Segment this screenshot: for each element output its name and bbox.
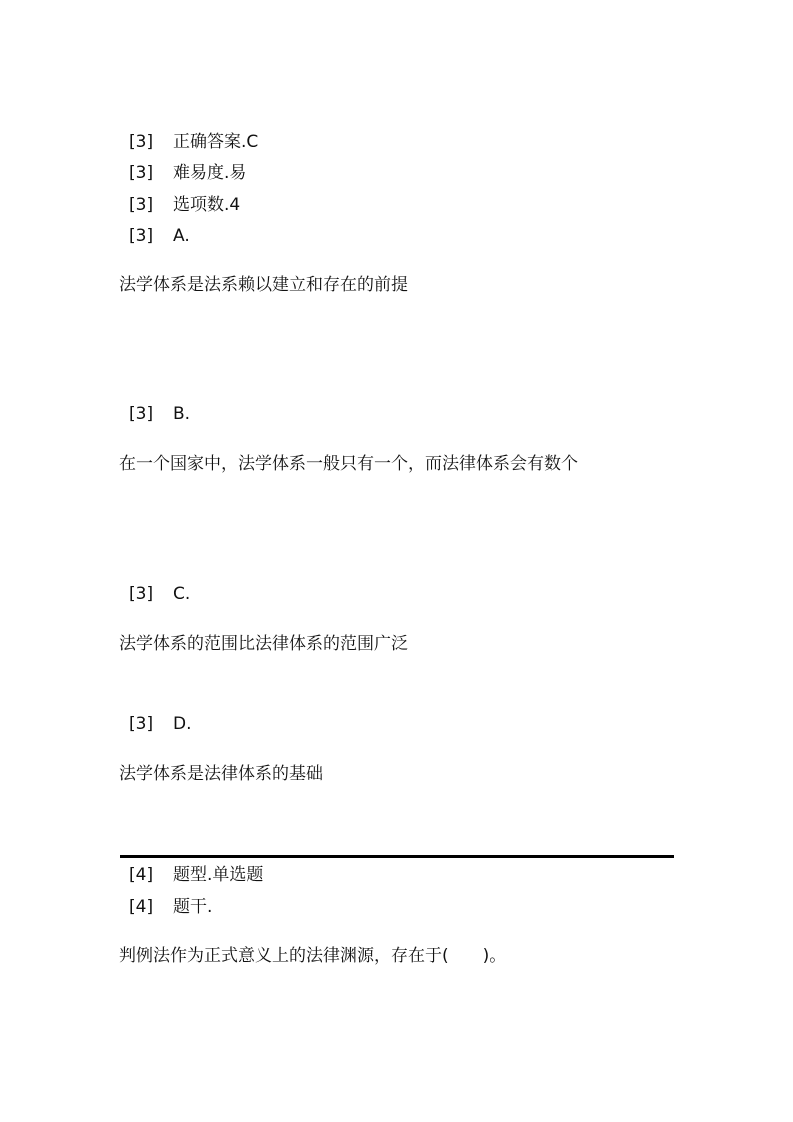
question-tag: [3] [129, 132, 154, 152]
option-count-line [129, 194, 240, 216]
question-tag: [3] [129, 714, 154, 734]
difficulty-line [129, 162, 246, 184]
question-stem: 判例法作为正式意义上的法律渊源，存在于( )。 [119, 946, 507, 966]
option-d-text: 法学体系是法律体系的基础 [119, 764, 323, 784]
difficulty: 难易度.易 [173, 163, 247, 183]
option-c-label-line [129, 583, 190, 605]
option-a-text: 法学体系是法系赖以建立和存在的前提 [119, 275, 408, 295]
question-tag: [3] [129, 584, 154, 604]
question-tag: [4] [129, 897, 154, 917]
option-c-text: 法学体系的范围比法律体系的范围广泛 [119, 634, 408, 654]
correct-answer: 正确答案.C [173, 132, 259, 152]
question-type: 题型.单选题 [173, 865, 264, 885]
option-d-label-line [129, 713, 192, 735]
option-c-label: C. [173, 584, 191, 604]
question-tag: [3] [129, 163, 154, 183]
option-a-label-line [129, 225, 190, 247]
option-b-label-line [129, 403, 190, 425]
stem-label: 题干. [173, 897, 213, 917]
question-tag: [3] [129, 404, 154, 424]
option-b-text: 在一个国家中，法学体系一般只有一个，而法律体系会有数个 [119, 454, 578, 474]
stem-label-line [129, 896, 212, 918]
answer-line [129, 131, 258, 153]
question-tag: [3] [129, 226, 154, 246]
question-type-line [129, 864, 263, 886]
option-a-label: A. [173, 226, 190, 246]
section-divider [120, 855, 674, 858]
question-tag: [3] [129, 195, 154, 215]
option-d-label: D. [173, 714, 192, 734]
question-tag: [4] [129, 865, 154, 885]
option-count: 选项数.4 [173, 195, 241, 215]
option-b-label: B. [173, 404, 191, 424]
